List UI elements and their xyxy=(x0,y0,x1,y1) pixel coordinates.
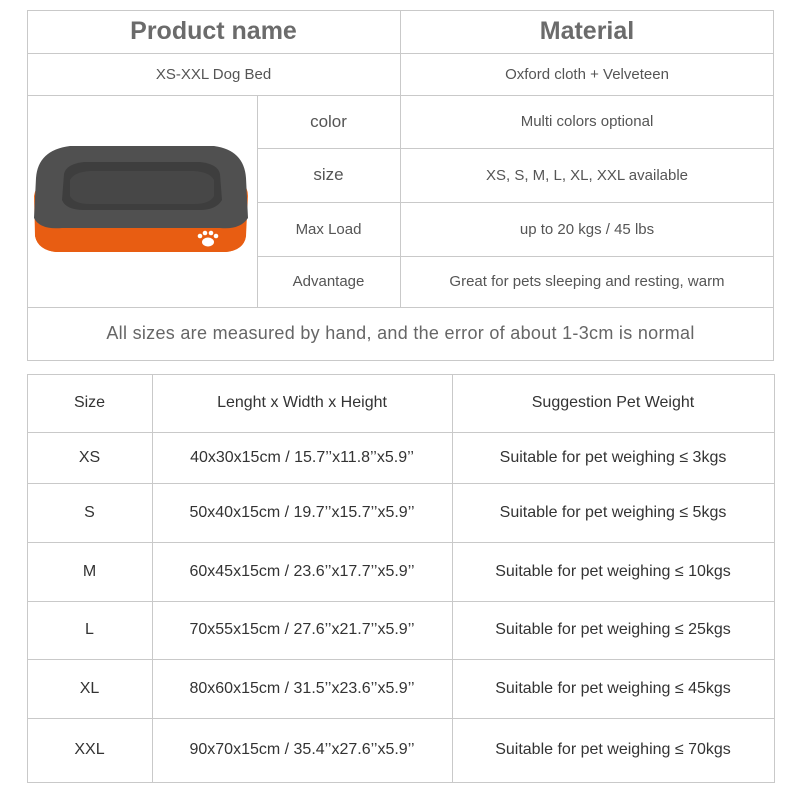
weight-cell: Suitable for pet weighing ≤ 25kgs xyxy=(495,621,731,638)
dims-cell: 60x45x15cm / 23.6’’x17.7’’x5.9’’ xyxy=(189,562,415,580)
weight-cell: Suitable for pet weighing ≤ 45kgs xyxy=(495,679,731,697)
spec-value-advantage: Great for pets sleeping and resting, warm xyxy=(449,273,725,290)
table-row xyxy=(0,718,800,782)
measurement-note: All sizes are measured by hand, and the error of about 1-3cm is normal xyxy=(106,323,695,343)
table-row xyxy=(0,483,800,542)
table-row xyxy=(0,601,800,659)
product-name-value: XS-XXL Dog Bed xyxy=(155,65,272,83)
table-row xyxy=(0,659,800,718)
size-table xyxy=(0,372,800,792)
size-cell: XXL xyxy=(74,741,105,758)
weight-cell: Suitable for pet weighing ≤ 70kgs xyxy=(495,741,731,758)
dims-cell: 90x70x15cm / 35.4’’x27.6’’x5.9’’ xyxy=(189,741,415,758)
table-row xyxy=(0,542,800,601)
header-size: Size xyxy=(73,394,106,411)
dims-cell: 50x40x15cm / 19.7’’x15.7’’x5.9’’ xyxy=(189,503,415,521)
dims-cell: 40x30x15cm / 15.7’’x11.8’’x5.9’’ xyxy=(190,448,414,466)
size-cell: XL xyxy=(79,679,100,697)
spec-value-max-load: up to 20 kgs / 45 lbs xyxy=(519,220,655,238)
spec-label-max-load: Max Load xyxy=(295,220,362,238)
product-image xyxy=(30,138,252,258)
size-cell: S xyxy=(84,503,95,521)
spec-label-advantage: Advantage xyxy=(292,273,365,290)
dims-cell: 80x60x15cm / 31.5’’x23.6’’x5.9’’ xyxy=(189,679,415,697)
size-cell: L xyxy=(85,621,94,638)
spec-label-color: color xyxy=(310,111,347,131)
dog-bed-icon xyxy=(30,138,252,258)
weight-cell: Suitable for pet weighing ≤ 3kgs xyxy=(499,448,727,466)
header-material: Material xyxy=(539,17,635,45)
weight-cell: Suitable for pet weighing ≤ 10kgs xyxy=(495,562,731,580)
spec-value-size: XS, S, M, L, XL, XXL available xyxy=(485,166,689,184)
spec-table xyxy=(0,0,800,362)
weight-cell: Suitable for pet weighing ≤ 5kgs xyxy=(499,503,727,521)
spec-value-color: Multi colors optional xyxy=(520,113,654,130)
header-pet-weight: Suggestion Pet Weight xyxy=(531,394,695,411)
size-cell: M xyxy=(82,562,97,580)
material-value: Oxford cloth + Velveteen xyxy=(505,65,669,83)
size-cell: XS xyxy=(78,448,101,466)
table-row xyxy=(0,432,800,483)
header-product-name: Product name xyxy=(130,17,297,45)
spec-label-size: size xyxy=(313,165,344,184)
header-dimensions: Lenght x Width x Height xyxy=(217,394,387,411)
dims-cell: 70x55x15cm / 27.6’’x21.7’’x5.9’’ xyxy=(189,621,415,638)
